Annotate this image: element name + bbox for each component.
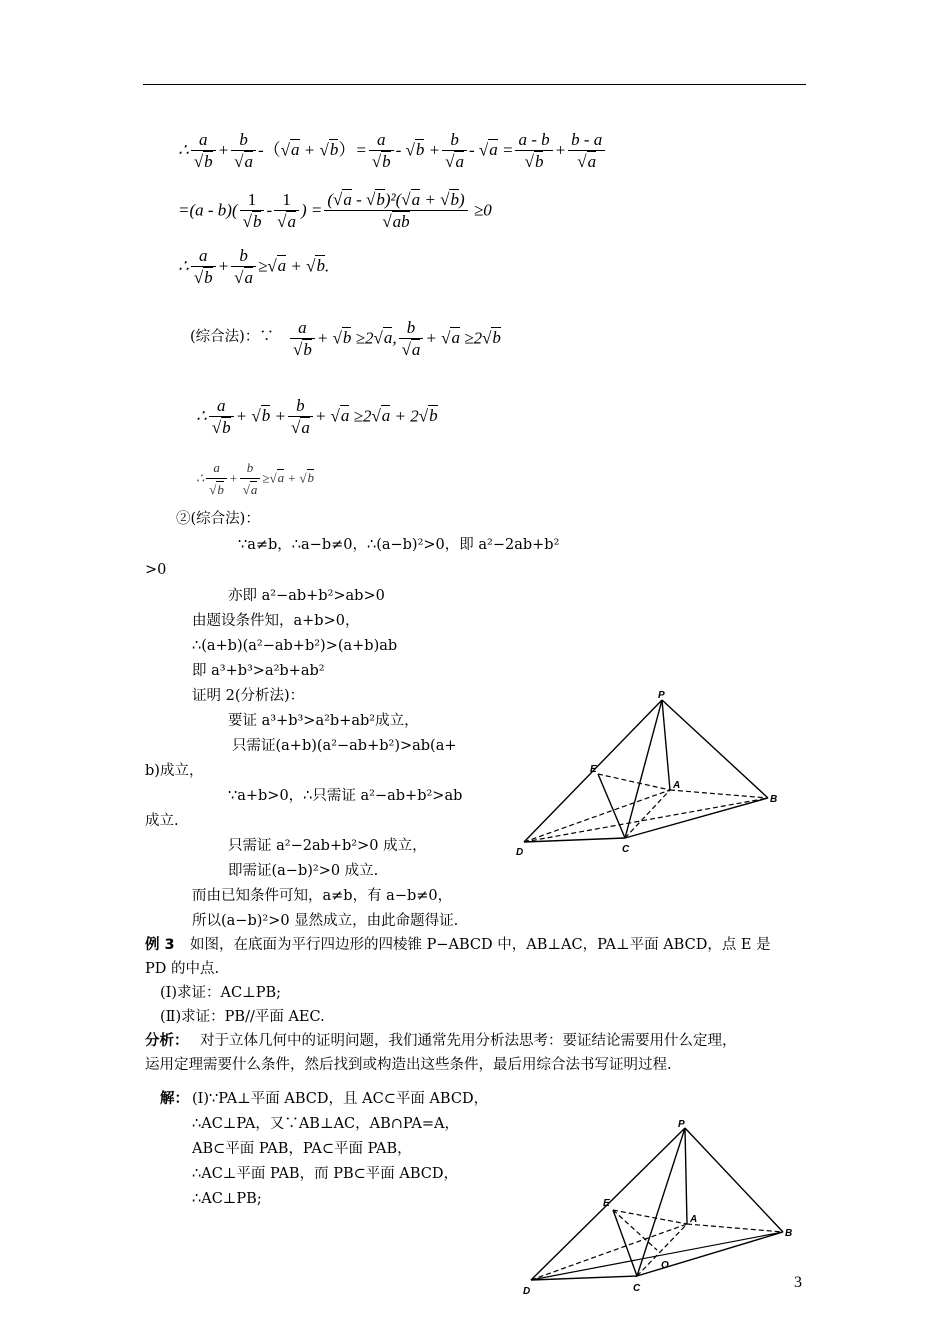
example-3-q2: (Ⅱ)求证：PB//平面 AEC. [160, 1009, 325, 1025]
equation-3: ∴ $\frac{a}{√b}$ + $\frac{b}{√a}$ ≥√a + √b. [178, 246, 330, 287]
label-e: E [590, 764, 597, 775]
text-line: ∵a+b>0，∴只需证 a²−ab+b²>ab [228, 788, 463, 804]
label-d: D [516, 847, 524, 858]
text-line: b)成立， [145, 763, 204, 779]
zonghe-label: (综合法)：∵ [190, 329, 274, 345]
label-b: B [770, 794, 778, 805]
text-line: 只需证(a+b)(a²−ab+b²)>ab(a+ [232, 738, 457, 754]
text-line: ∵a≠b，∴a−b≠0，∴(a−b)²>0，即 a²−2ab+b² [238, 537, 560, 553]
label-d: D [523, 1286, 531, 1297]
equation-5: ∴ $\frac{a}{√b}$ + √b + $\frac{b}{√a}$ + √a ≥2√a + 2√b [196, 396, 438, 437]
solution-line: ∴AC⊥PA，又∵AB⊥AC，AB∩PA=A， [192, 1116, 459, 1132]
equation-4: $\frac{a}{√b}$ + √b ≥2√a, $\frac{b}{√a}$ + √a ≥2√b [288, 318, 501, 361]
text-line: >0 [145, 562, 167, 578]
text-line: ∴(a+b)(a²−ab+b²)>(a+b)ab [192, 638, 398, 654]
pyramid-figure-1 [510, 690, 800, 860]
text-line: 所以(a−b)²>0 显然成立，由此命题得证. [192, 913, 459, 929]
label-e: E [603, 1198, 610, 1209]
solution-label: 解： [160, 1091, 189, 1107]
label-p: P [678, 1119, 685, 1130]
equation-2: =(a - b)( $\frac{1}{√b}$ - $\frac{1}{√a}$ ) = $\frac{\text{(√a - √b)²(√a + √b)}}{√ab}$ ≥0 [178, 190, 492, 231]
solution-line: AB⊂平面 PAB，PA⊂平面 PAB， [192, 1141, 412, 1157]
example-3-text-2: PD 的中点. [145, 961, 220, 977]
text-line: 要证 a³+b³>a²b+ab²成立， [228, 713, 419, 729]
text-line: 亦即 a²−ab+b²>ab>0 [228, 588, 385, 604]
label-a: A [690, 1214, 698, 1225]
label-c: C [622, 844, 630, 855]
example-3-text: 如图，在底面为平行四边形的四棱锥 P−ABCD 中，AB⊥AC，PA⊥平面 ABCD，点 E 是 [190, 937, 771, 953]
label-c: C [633, 1283, 641, 1294]
text-line: 即 a³+b³>a²b+ab² [192, 663, 325, 679]
text-line: 成立. [145, 813, 179, 829]
text-line: 由题设条件知，a+b>0， [192, 613, 360, 629]
label-p: P [658, 690, 665, 701]
solution-line: ∴AC⊥平面 PAB，而 PB⊂平面 ABCD， [192, 1166, 458, 1182]
analysis-text-2: 运用定理需要什么条件，然后找到或构造出这些条件，最后用综合法书写证明过程. [145, 1057, 672, 1073]
example-3-label: 例 3 [145, 937, 175, 953]
header-rule [143, 84, 806, 85]
label-b: B [785, 1228, 793, 1239]
solution-line: ∴AC⊥PB; [192, 1191, 262, 1207]
page-number: 3 [794, 1274, 802, 1291]
equation-1: ∴ $\frac{a}{√b}$ + $\frac{b}{√a}$ -（√a + √b）= $\frac{a}{√b}$ - √b + $\frac{b}{√a}$ - √a = $\frac{a - b}{√b}$ + $\frac{b - a}{√a}$ [178, 130, 607, 173]
label-a: A [673, 780, 681, 791]
example-3-q1: (Ⅰ)求证：AC⊥PB; [160, 985, 282, 1001]
label-o: O [661, 1260, 669, 1271]
pyramid-figure-2 [515, 1118, 805, 1304]
text-line: 只需证 a²−2ab+b²>0 成立， [228, 838, 427, 854]
step2-heading: ②(综合法)： [176, 511, 260, 527]
text-line: 证明 2(分析法)： [192, 688, 305, 704]
text-line: 而由已知条件可知，a≠b，有 a−b≠0， [192, 888, 453, 904]
solution-line: (Ⅰ)∵PA⊥平面 ABCD，且 AC⊂平面 ABCD， [192, 1091, 489, 1107]
analysis-label: 分析： [145, 1033, 189, 1049]
text-line: 即需证(a−b)²>0 成立. [228, 863, 379, 879]
analysis-text: 对于立体几何中的证明问题，我们通常先用分析法思考：要证结论需要用什么定理， [200, 1033, 737, 1049]
equation-6: ∴ $\frac{a}{√b}$ + $\frac{b}{√a}$ ≥√a + √b [196, 458, 314, 501]
